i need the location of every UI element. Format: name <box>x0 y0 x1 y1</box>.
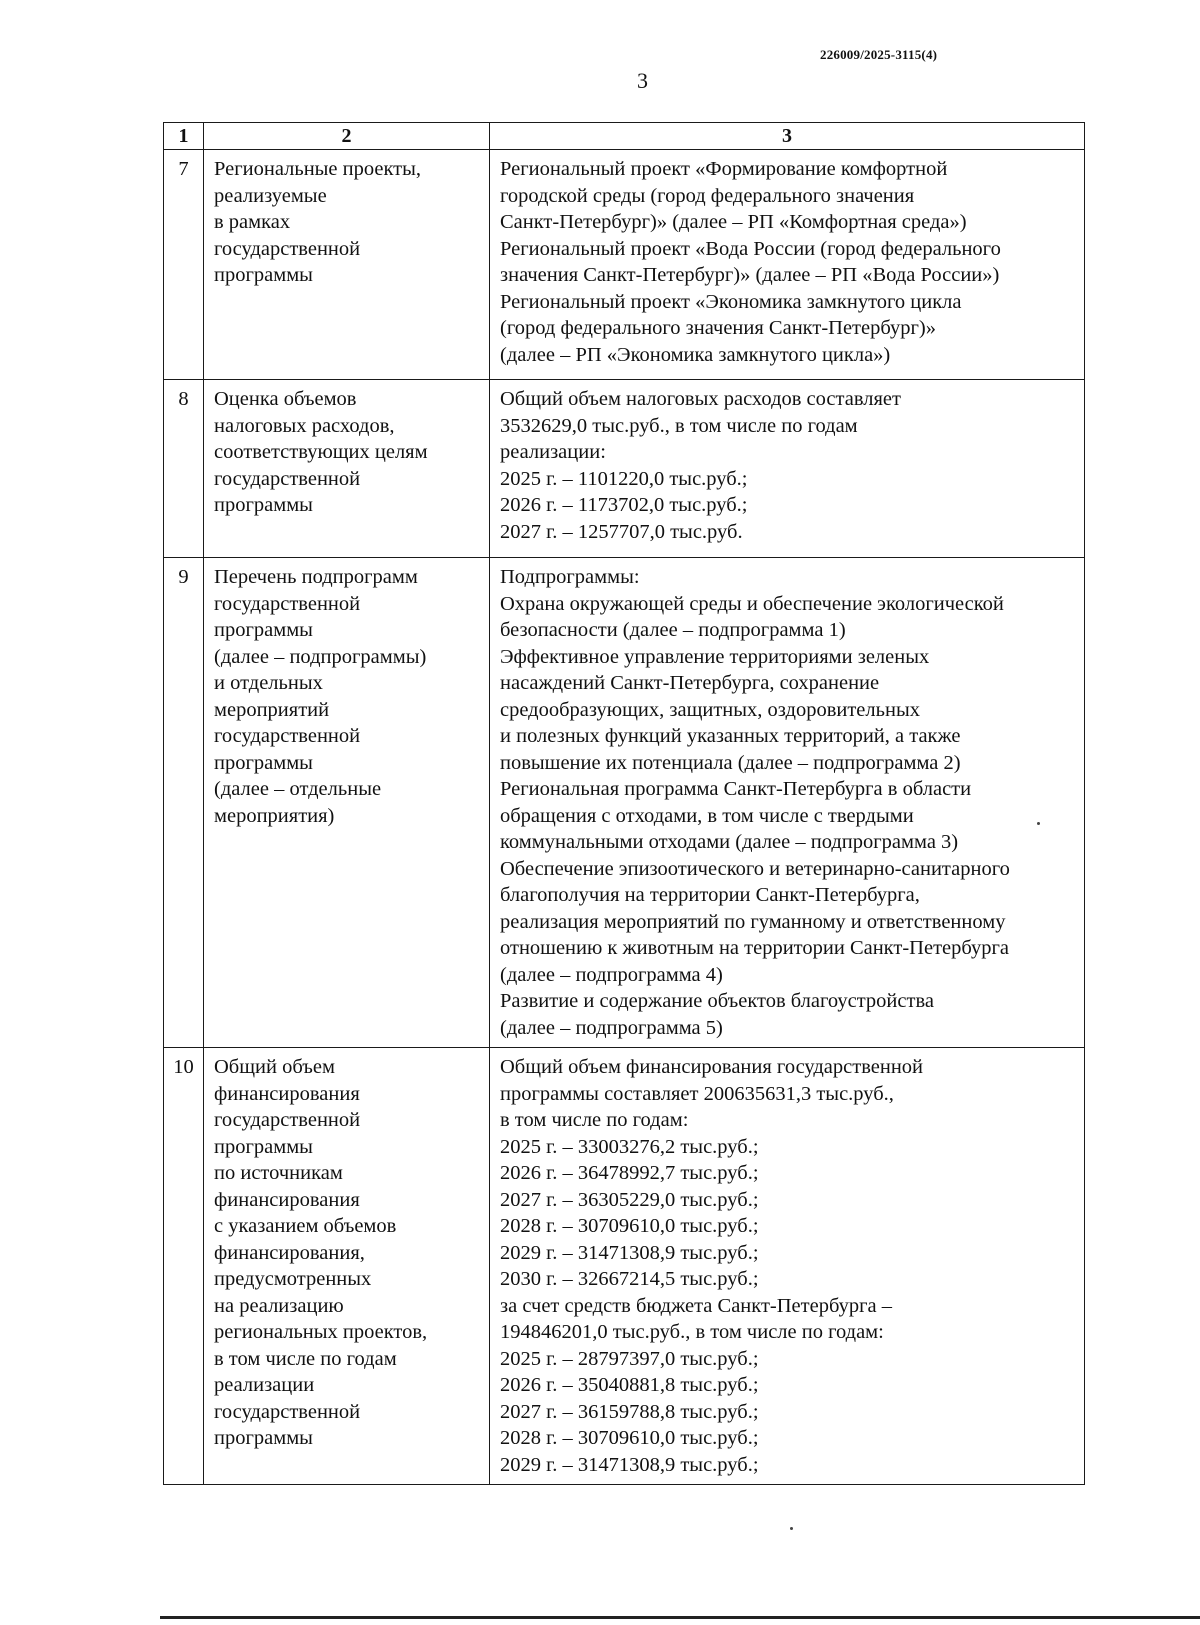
label-line: на реализацию <box>214 1294 344 1317</box>
content-line: Региональная программа Санкт-Петербурга в области <box>500 778 972 800</box>
table-header-row <box>164 123 1085 150</box>
content-line: повышение их потенциала (далее – подпрограмма 2) <box>500 751 961 774</box>
content-line: Региональный проект «Формирование комфортной <box>500 158 948 180</box>
content-line: насаждений Санкт-Петербурга, сохранение <box>500 672 880 694</box>
label-line: реализуемые <box>214 184 327 207</box>
content-line: 2025 г. – 28797397,0 тыс.руб.; <box>500 1347 759 1370</box>
label-line: государственной <box>214 592 361 615</box>
label-line: государственной <box>214 467 361 490</box>
label-line: финансирования <box>214 1188 360 1211</box>
label-line: программы <box>214 619 313 641</box>
row-label <box>204 150 490 380</box>
content-line: 2027 г. – 36159788,8 тыс.руб.; <box>500 1400 759 1423</box>
content-line: средообразующих, защитных, оздоровительных <box>500 698 920 721</box>
label-line: (далее – отдельные <box>214 778 382 800</box>
content-line: отношению к животным на территории Санкт-Петербурга <box>500 937 1010 959</box>
label-line: реализации <box>214 1374 315 1396</box>
label-line: Общий объем <box>214 1056 335 1078</box>
content-line: Санкт-Петербург)» (далее – РП «Комфортная среда») <box>500 211 967 233</box>
content-line: обращения с отходами, в том числе с твердыми <box>500 804 914 827</box>
row-content <box>490 558 1085 1048</box>
row-content <box>490 1048 1085 1485</box>
row-number: 9 <box>164 558 204 1048</box>
content-line: (далее – подпрограмма 4) <box>500 963 723 986</box>
label-line: государственной <box>214 1400 361 1423</box>
label-line: мероприятия) <box>214 804 335 827</box>
content-line: Развитие и содержание объектов благоустройства <box>500 990 934 1012</box>
label-line: государственной <box>214 237 361 260</box>
label-line: и отдельных <box>214 672 323 694</box>
content-line: безопасности (далее – подпрограмма 1) <box>500 619 846 641</box>
label-line: (далее – подпрограммы) <box>214 645 427 668</box>
content-line: 2026 г. – 1173702,0 тыс.руб.; <box>500 494 748 516</box>
scan-speck <box>1037 822 1040 825</box>
row-number: 8 <box>164 380 204 558</box>
content-line: Общий объем финансирования государственной <box>500 1056 924 1078</box>
label-line: финансирования, <box>214 1241 365 1264</box>
label-line: в рамках <box>214 211 291 233</box>
label-line: финансирования <box>214 1082 360 1105</box>
label-line: предусмотренных <box>214 1268 372 1290</box>
content-line: и полезных функций указанных территорий, а также <box>500 725 961 747</box>
content-line: Общий объем налоговых расходов составляет <box>500 388 901 410</box>
table-row <box>164 1048 1085 1485</box>
row-label <box>204 1048 490 1485</box>
content-line: программы составляет 200635631,3 тыс.руб., <box>500 1082 894 1105</box>
column-header: 2 <box>204 123 490 150</box>
content-line: (далее – подпрограмма 5) <box>500 1016 723 1039</box>
label-line: программы <box>214 751 313 774</box>
label-line: налоговых расходов, <box>214 414 395 437</box>
scan-speck <box>790 1527 793 1530</box>
label-line: Региональные проекты, <box>214 158 422 180</box>
content-line: 2028 г. – 30709610,0 тыс.руб.; <box>500 1427 759 1449</box>
label-line: государственной <box>214 1109 361 1131</box>
label-line: с указанием объемов <box>214 1215 397 1237</box>
row-label <box>204 558 490 1048</box>
column-header: 1 <box>164 123 204 150</box>
content-line: 2029 г. – 31471308,9 тыс.руб.; <box>500 1453 759 1476</box>
content-line: Подпрограммы: <box>500 566 640 588</box>
content-line: Охрана окружающей среды и обеспечение экологической <box>500 592 1004 615</box>
scan-bottom-edge <box>160 1616 1200 1619</box>
page-number: 3 <box>637 68 648 93</box>
content-line: городской среды (город федерального значения <box>500 184 915 207</box>
content-line: в том числе по годам: <box>500 1109 689 1131</box>
content-line: Эффективное управление территориями зеленых <box>500 645 930 668</box>
content-line: 2030 г. – 32667214,5 тыс.руб.; <box>500 1268 759 1290</box>
label-line: Оценка объемов <box>214 388 357 410</box>
content-line: коммунальными отходами (далее – подпрограмма 3) <box>500 831 959 853</box>
content-line: 2027 г. – 1257707,0 тыс.руб. <box>500 520 743 543</box>
row-number: 7 <box>164 150 204 380</box>
content-line: 2025 г. – 1101220,0 тыс.руб.; <box>500 467 748 490</box>
label-line: программы <box>214 264 313 286</box>
content-line: 2026 г. – 36478992,7 тыс.руб.; <box>500 1162 759 1184</box>
content-line: Обеспечение эпизоотического и ветеринарно-санитарного <box>500 857 1010 880</box>
content-line: реализация мероприятий по гуманному и ответственному <box>500 910 1006 933</box>
program-passport-table <box>163 122 1085 1485</box>
content-line: 3532629,0 тыс.руб., в том числе по годам <box>500 414 858 437</box>
column-header: 3 <box>490 123 1085 150</box>
content-line: Региональный проект «Вода России (город федерального <box>500 237 1001 260</box>
label-line: региональных проектов, <box>214 1321 428 1343</box>
content-line: 2025 г. – 33003276,2 тыс.руб.; <box>500 1135 759 1158</box>
row-content <box>490 150 1085 380</box>
content-line: реализации: <box>500 441 606 463</box>
label-line: в том числе по годам <box>214 1347 397 1370</box>
label-line: Перечень подпрограмм <box>214 566 418 588</box>
content-line: 2029 г. – 31471308,9 тыс.руб.; <box>500 1241 759 1264</box>
label-line: программы <box>214 1427 313 1449</box>
content-line: благополучия на территории Санкт-Петербурга, <box>500 884 920 906</box>
content-line: (далее – РП «Экономика замкнутого цикла») <box>500 343 891 366</box>
table-row <box>164 558 1085 1048</box>
content-line: 194846201,0 тыс.руб., в том числе по годам: <box>500 1321 884 1343</box>
label-line: по источникам <box>214 1162 343 1184</box>
content-line: за счет средств бюджета Санкт-Петербурга – <box>500 1294 892 1317</box>
table-row <box>164 150 1085 380</box>
row-number: 10 <box>164 1048 204 1485</box>
row-content <box>490 380 1085 558</box>
content-line: 2027 г. – 36305229,0 тыс.руб.; <box>500 1188 759 1211</box>
content-line: значения Санкт-Петербург)» (далее – РП «Вода России») <box>500 264 1000 286</box>
document-id: 226009/2025-3115(4) <box>820 47 938 62</box>
row-label <box>204 380 490 558</box>
label-line: программы <box>214 1135 313 1158</box>
label-line: соответствующих целям <box>214 441 428 463</box>
content-line: (город федерального значения Санкт-Петербург)» <box>500 317 936 339</box>
table-row <box>164 380 1085 558</box>
label-line: государственной <box>214 725 361 747</box>
label-line: программы <box>214 494 313 516</box>
label-line: мероприятий <box>214 698 330 721</box>
content-line: Региональный проект «Экономика замкнутого цикла <box>500 290 962 313</box>
content-line: 2028 г. – 30709610,0 тыс.руб.; <box>500 1215 759 1237</box>
content-line: 2026 г. – 35040881,8 тыс.руб.; <box>500 1374 759 1396</box>
